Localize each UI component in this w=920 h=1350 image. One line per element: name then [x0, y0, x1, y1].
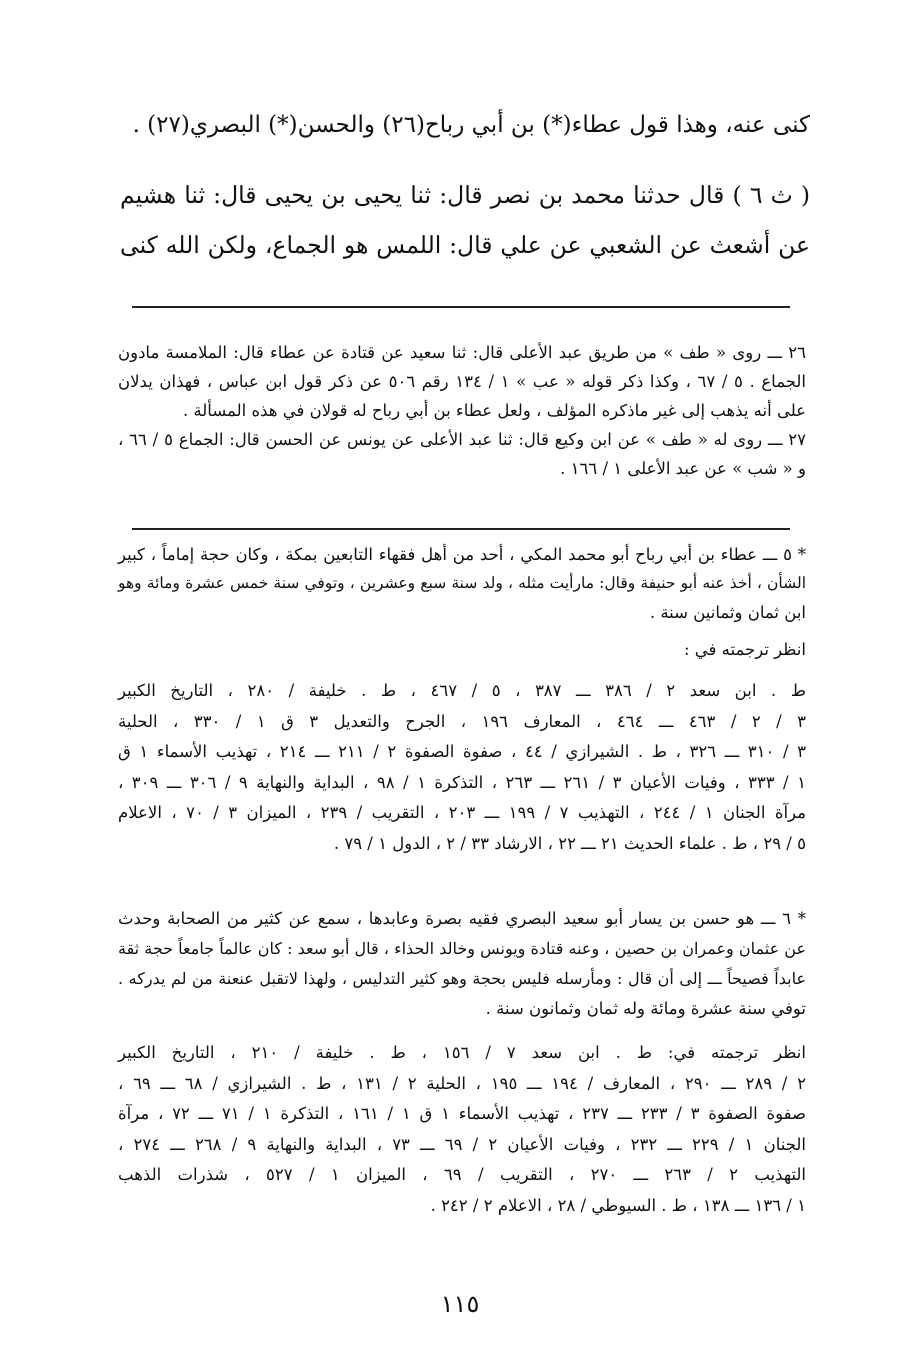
- main-text: [120, 100, 810, 270]
- bio-ata-line-1: * ٥ ـــ عطاء بن أبي رباح أبو محمد المكي ، أحد من أهل فقهاء التابعين بمكة ، وكان حجة إماماً ، كبير: [118, 545, 806, 564]
- bio-ata-ref-line: ط . ابن سعد ٢ / ٣٨٦ ـــ ٣٨٧ ، ٥ / ٤٦٧ ، ط . خليفة / ٢٨٠ ، التاريخ الكبير: [118, 681, 806, 700]
- page-number: ١١٥: [440, 1290, 480, 1318]
- footnote-26-line-2: الجماع . ٥ / ٦٧ ، وكذا ذكر قوله « عب » ١ / ١٣٤ رقم ٥٠٦ عن ذكر قول ابن عباس ، فهذان يدلان: [118, 372, 806, 391]
- bio-ata-ref-line: مرآة الجنان ١ / ٢٤٤ ، التهذيب ٧ / ١٩٩ ـــ ٢٠٣ ، التقريب / ٢٣٩ ، الميزان ٣ / ٧٠ ، الاعلام: [118, 803, 806, 822]
- main-line-2: ( ث ٦ ) قال حدثنا محمد بن نصر قال: ثنا يحيى بن يحيى قال: ثنا هشيم: [120, 181, 810, 209]
- footnote-27-line-2: و « شب » عن عبد الأعلى ١ / ١٦٦ .: [560, 459, 806, 478]
- footnote-27-line-1: ٢٧ ـــ روى له « طف » عن ابن وكيع قال: ثنا عبد الأعلى عن يونس عن الحسن قال: الجماع ٥ / ٦٦ ،: [118, 430, 806, 449]
- footnote-divider-1: [132, 306, 790, 308]
- bio-hasan-ref-line: الجنان ١ / ٢٢٩ ـــ ٢٣٢ ، وفيات الأعيان ٢ / ٦٩ ـــ ٧٣ ، البداية والنهاية ٩ / ٢٦٨ ـــ ٢٧٤ ،: [118, 1134, 806, 1154]
- biography-ata: [118, 540, 806, 859]
- footnote-26-line-3: على أنه يذهب إلى غير ماذكره المؤلف ، ولعل عطاء بن أبي رباح له قولان في هذه المسألة .: [182, 401, 806, 420]
- footnotes-section: [118, 338, 806, 483]
- bio-hasan-line-1: * ٦ ـــ هو حسن بن يسار أبو سعيد البصري فقيه بصرة وعابدها ، سمع عن كثير من الصحابة وحدث: [118, 909, 806, 928]
- biography-hasan: [118, 904, 806, 1221]
- bio-ata-see-heading: انظر ترجمته في :: [683, 640, 806, 659]
- footnote-divider-2: [132, 528, 790, 530]
- main-line-1: كنى عنه، وهذا قول عطاء(*) بن أبي رباح(٢٦) والحسن(*) البصري(٢٧) .: [132, 112, 810, 138]
- bio-hasan-line-2: عن عثمان وعمران بن حصين ، وعنه قتادة ويونس وخالد الحذاء ، قال أبو سعد : كان عالماً جامعاً حجة ثقة: [118, 939, 806, 958]
- footnote-26-line-1: ٢٦ ـــ روى « طف » من طريق عبد الأعلى قال: ثنا سعيد عن قتادة عن عطاء قال: الملامسة مادون: [118, 343, 806, 362]
- bio-hasan-ref-line: التهذيب ٢ / ٢٦٣ ـــ ٢٧٠ ، التقريب / ٦٩ ، الميزان ١ / ٥٢٧ ، شذرات الذهب: [118, 1165, 807, 1184]
- main-paragraph-2: [120, 170, 810, 270]
- bio-ata-line-2: الشأن ، أخذ عنه أبو حنيفة وقال: مارأيت مثله ، ولد سنة سبع وعشرين ، وتوفي سنة خمس عشرة ومائة وهو: [118, 574, 806, 592]
- bio-ata-ref-line: ٥ / ٢٩ ، ط . علماء الحديث ٢١ ـــ ٢٢ ، الارشاد ٣٣ / ٢ ، الدول ١ / ٧٩ .: [333, 833, 806, 853]
- bio-hasan-line-4: توفي سنة عشرة ومائة وله ثمان وثمانون سنة .: [485, 999, 806, 1018]
- bio-hasan-ref-line: انظر ترجمته في: ط . ابن سعد ٧ / ١٥٦ ، ط . خليفة / ٢١٠ ، التاريخ الكبير: [118, 1043, 806, 1062]
- bio-hasan-ref-line: صفوة الصفوة ٣ / ٢٣٣ ـــ ٢٣٧ ، تهذيب الأسماء ١ ق ١ / ١٦١ ، التذكرة ١ / ٧١ ـــ ٧٢ ، مرآة: [118, 1104, 806, 1123]
- bio-ata-ref-line: ١ / ٣٣٣ ، وفيات الأعيان ٣ / ٢٦١ ـــ ٢٦٣ ، التذكرة ١ / ٩٨ ، البداية والنهاية ٩ / ٣٠٦ ـــ ٣٠٩ ،: [118, 772, 806, 792]
- bio-ata-ref-line: ٣ / ٣١٠ ـــ ٣٢٦ ، ط . الشيرازي / ٤٤ ، صفوة الصفوة ٢ / ٢١١ ـــ ٢١٤ ، تهذيب الأسماء ١ ق: [118, 742, 806, 761]
- bio-hasan-ref-line: ١ / ١٣٦ ـــ ١٣٨ ، ط . السيوطي / ٢٨ ، الاعلام ٢ / ٢٤٢ .: [430, 1195, 806, 1215]
- bio-ata-references: [118, 676, 806, 859]
- bio-hasan-references: [118, 1038, 806, 1221]
- bio-ata-line-3: ابن ثمان وثمانين سنة .: [649, 603, 806, 622]
- bio-ata-ref-line: ٣ / ٢ / ٤٦٣ ـــ ٤٦٤ ، المعارف ١٩٦ ، الجرح والتعديل ٣ ق ١ / ٣٣٠ ، الحلية: [118, 711, 806, 731]
- bio-hasan-ref-line: ٢ / ٢٨٩ ـــ ٢٩٠ ، المعارف / ١٩٤ ـــ ١٩٥ ، الحلية ٢ / ١٣١ ، ط . الشيرازي / ٦٨ ـــ ٦٩ ،: [118, 1073, 806, 1093]
- bio-hasan-line-3: عابداً فصيحاً ـــ إلى أن قال : ومأرسله فليس بحجة وهو كثير التدليس ، ولهذا لاتقبل عنعنة من لم يدركه .: [118, 969, 806, 988]
- main-line-3: عن أشعث عن الشعبي عن علي قال: اللمس هو الجماع، ولكن الله كنى: [120, 231, 810, 259]
